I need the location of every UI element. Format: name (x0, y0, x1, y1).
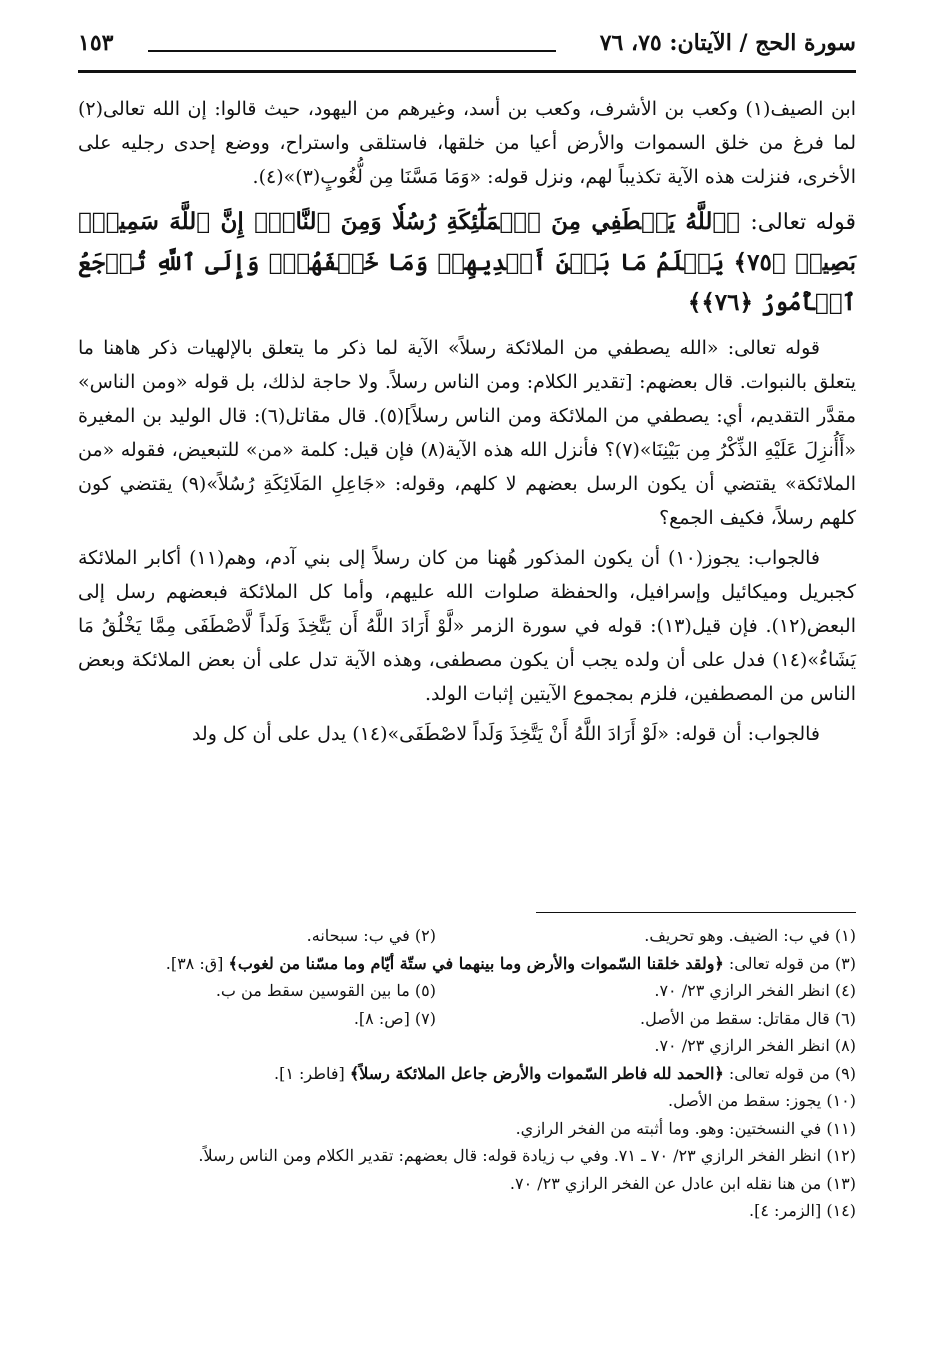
footnote-9-ref: [فاطر: ١]. (274, 1063, 345, 1083)
header-dash-line (148, 50, 556, 52)
paragraph-4: فالجواب: أن قوله: «لَوْ أَرَادَ اللَّهُ أَنْ يَتَّخِذَ وَلَداً لاصْطَفَى»(١٤) يدل على أن كل ولد (191, 723, 820, 745)
main-text (78, 92, 856, 757)
footnote-3-prefix: (٣) من قوله تعالى: (728, 953, 856, 973)
footnote-5: (٥) ما بين القوسين سقط من ب. (215, 981, 436, 1000)
running-header (78, 30, 856, 70)
paragraph-1: ابن الصيف(١) وكعب بن الأشرف، وكعب بن أسد، وغيرهم من اليهود، حيث قالوا: إن الله تعالى(٢) لما فرغ من خلق السموات والأرض أعيا من خلقها، فاستلقى واستراح، ووضع إحدى رجليه على الأخرى، فنزلت هذه الآية تكذيباً لهم، ونزل قوله: «وَمَا مَسَّنَا مِن لُّغُوبٍ(٣)»(٤). (78, 98, 856, 188)
footnote-row (78, 1032, 856, 1060)
page-number: ١٥٣ (78, 30, 114, 56)
verse-text: ﴿ٱللَّهُ يَصۡطَفِي مِنَ ٱلۡمَلَٰٓئِكَةِ رُسُلٗا وَمِنَ ٱلنَّاسِۚ إِنَّ ٱللَّهَ سَمِيعُۢ بَصِيرٞ ﴿٧٥﴾ يَعۡلَمُ مَا بَيۡنَ أَيۡدِيهِمۡ وَمَا خَلۡفَهُمۡۗ وَإِلَى ٱللَّهِ تُرۡجَعُ ٱلۡأُمُورُ ﴿٧٦﴾﴾ (78, 208, 856, 316)
surah-title: سورة الحج / الآيتان: ٧٥، ٧٦ (599, 30, 856, 56)
footnote-row (78, 1142, 856, 1170)
footnote-1: (١) في ب: الضيف. وهو تحريف. (644, 926, 856, 945)
footnote-row (78, 1115, 856, 1143)
footnote-row (78, 1197, 856, 1225)
footnote-row (78, 950, 856, 978)
footnote-7: (٧) [ص: ٨]. (353, 1008, 436, 1028)
footnote-row (78, 1170, 856, 1198)
footnote-row (78, 1005, 856, 1033)
paragraph-2: قوله تعالى: «الله يصطفي من الملائكة رسلاً» الآية لما ذكر ما يتعلق بالإلهيات ذكر هاهنا ما يتعلق بالنبوات. قال بعضهم: [تقدير الكلام: ومن الناس رسلاً. ولا حاجة لذلك، بل قوله «ومن الناس» مقدَّر التقديم، أي: يصطفي من الملائكة ومن الناس رسلاً](٥). قال مقاتل(٦): قال الوليد بن المغيرة «أَأُنزِلَ عَلَيْهِ الذِّكْرُ مِن بَيْنِنَا»(٧)؟ فأنزل الله هذه الآية(٨) فإن قيل: كلمة «من» للتبعيض، فقوله «من الملائكة» يقتضي أن يكون الرسل بعضهم لا كلهم، وقوله: «جَاعِلِ المَلَائِكَةِ رُسُلاً»(٩) يقتضي كون كلهم رسلاً، فكيف الجمع؟ (78, 337, 857, 529)
footnotes (78, 922, 856, 1225)
header-rule (78, 70, 856, 73)
footnote-8: (٨) انظر الفخر الرازي ٢٣/ ٧٠. (654, 1036, 856, 1055)
footnote-10: (١٠) يجوز: سقط من الأصل. (668, 1091, 856, 1110)
footnote-4: (٤) انظر الفخر الرازي ٢٣/ ٧٠. (654, 981, 856, 1000)
footnote-9-verse: ﴿الحمد لله فاطر السّموات والأرض جاعل الملائكة رسلاً﴾ (349, 1063, 724, 1083)
footnote-13: (١٣) من هنا نقله ابن عادل عن الفخر الرازي ٢٣/ ٧٠. (509, 1173, 856, 1193)
footnote-12: (١٢) انظر الفخر الرازي ٢٣/ ٧٠ ـ ٧١. وفي ب زيادة قوله: قال بعضهم: تقدير الكلام ومن الناس رسلاً. (198, 1146, 856, 1165)
footnote-row (78, 977, 856, 1005)
footnote-row (78, 922, 856, 950)
footnote-row (78, 1060, 856, 1088)
footnote-3-ref: [ق: ٣٨]. (165, 953, 224, 973)
verse-lead: قوله تعالى: (750, 210, 857, 235)
footnote-9-prefix: (٩) من قوله تعالى: (728, 1063, 856, 1083)
footnote-row (78, 1087, 856, 1115)
footnote-2: (٢) في ب: سبحانه. (306, 926, 436, 945)
footnote-14: (١٤) [الزمر: ٤]. (749, 1201, 856, 1220)
footnote-11: (١١) في النسختين: وهو. وما أثبته من الفخر الرازي. (515, 1118, 856, 1138)
footnote-3-verse: ﴿ولقد خلقنا السّموات والأرض وما بينهما في ستّة أيّام وما مسّنا من لغوب﴾ (228, 953, 724, 973)
quran-verse (78, 202, 856, 323)
footnote-separator (536, 912, 856, 913)
footnote-6: (٦) قال مقاتل: سقط من الأصل. (640, 1008, 856, 1028)
paragraph-3: فالجواب: يجوز(١٠) أن يكون المذكور هُهنا من كان رسلاً إلى بني آدم، وهم(١١) أكابر الملائكة كجبريل وميكائيل وإسرافيل، والحفظة صلوات الله عليهم، وأما كل الملائكة فبعضهم رسل إلى البعض(١٢). فإن قيل(١٣): قوله في سورة الزمر «لَّوْ أَرَادَ اللَّهُ أَن يَتَّخِذَ وَلَداً لَّاصْطَفَى مِمَّا يَخْلُقُ مَا يَشَاءُ»(١٤) فدل على أن ولده يجب أن يكون مصطفى، وهذه الآية تدل على أن بعض الملائكة وبعض الناس من المصطفين، فلزم بمجموع الآيتين إثبات الولد. (78, 547, 856, 705)
